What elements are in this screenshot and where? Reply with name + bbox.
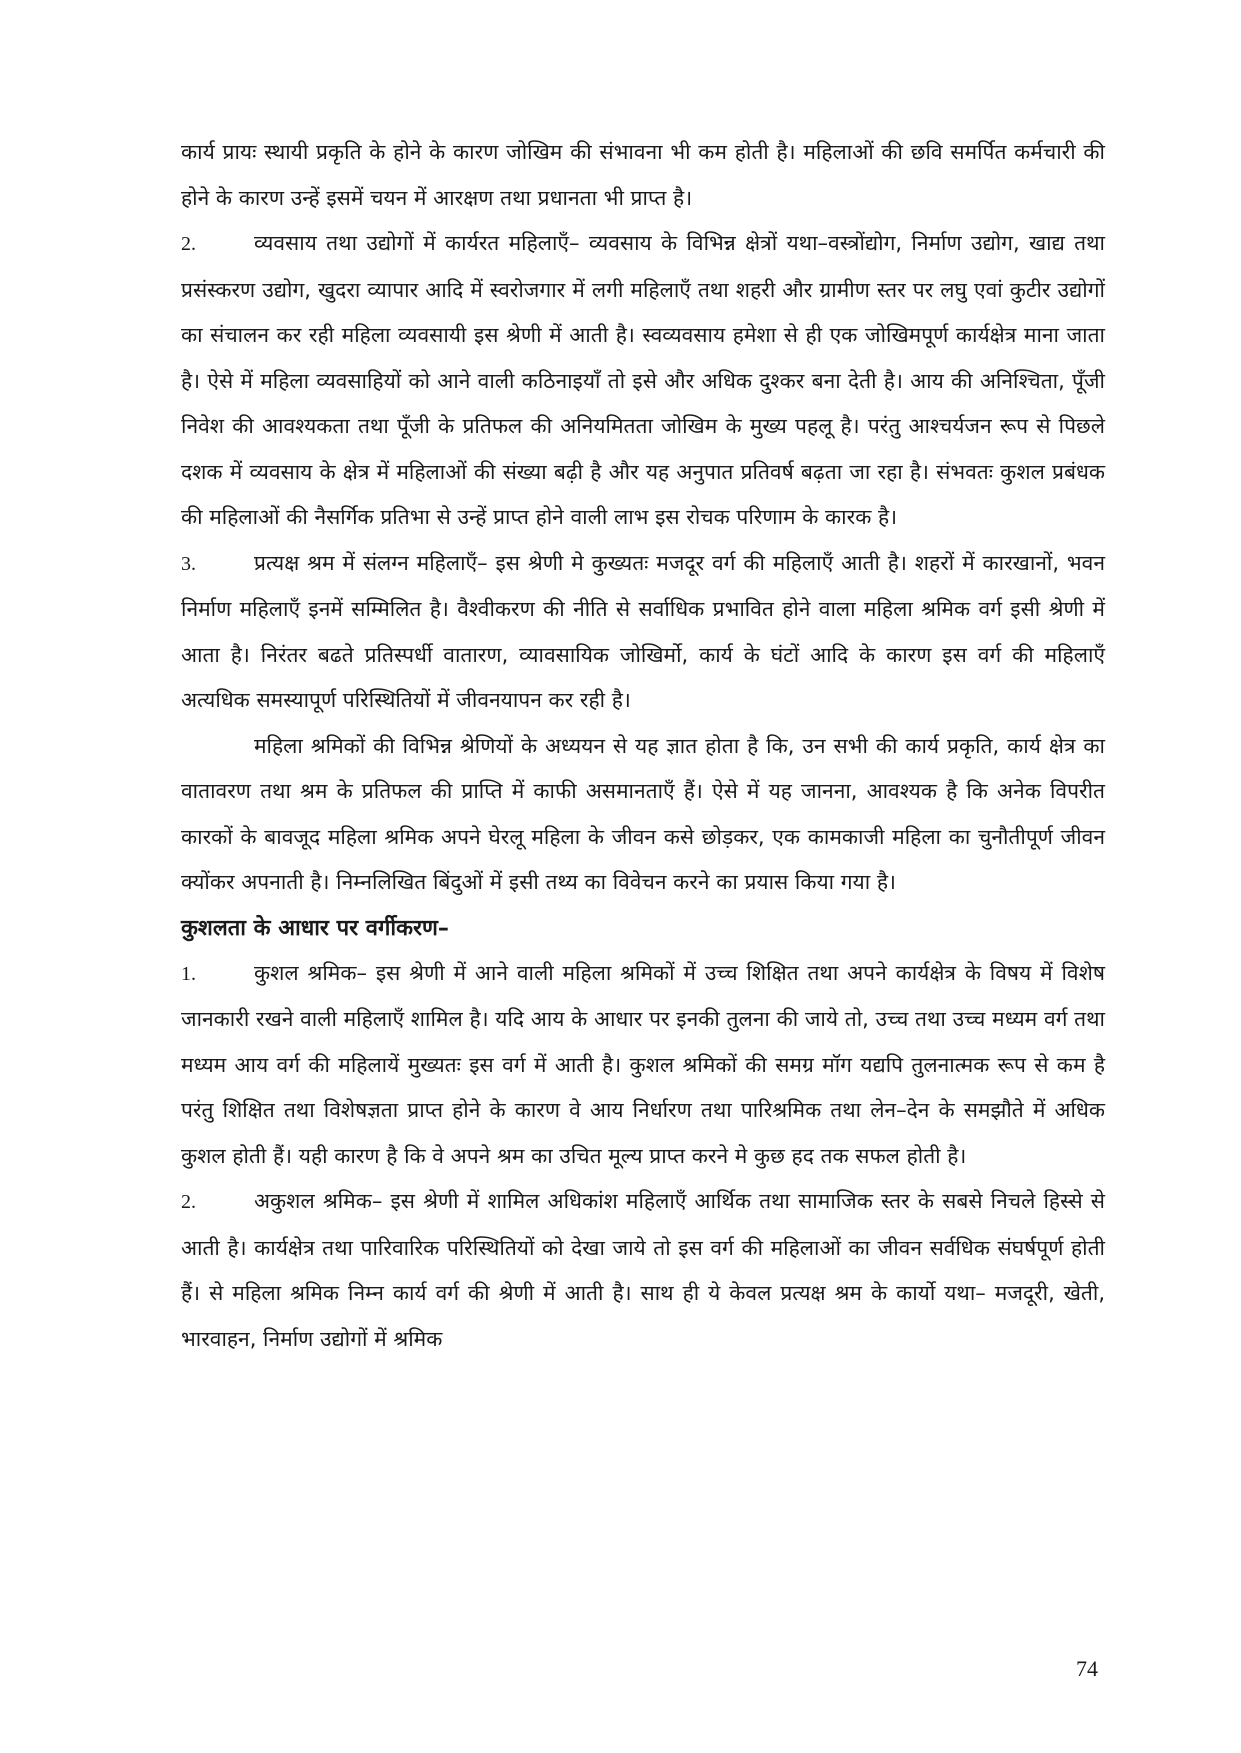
page-number: 74 — [1076, 1656, 1098, 1681]
list-item-3 — [181, 541, 1105, 724]
continuation-paragraph: कार्य प्रायः स्थायी प्रकृति के होने के कारण जोखिम की संभावना भी कम होती है। महिलाओं की छवि समर्पित कर्मचारी की होने के कारण उन्हें इसमें चयन में आरक्षण तथा प्रधानता भी प्राप्त है। — [181, 140, 1105, 210]
list-item-number: 3. — [181, 552, 196, 575]
list-item-text: प्रत्यक्ष श्रम में संलग्न महिलाएँ– इस श्रेणी मे कुख्यतः मजदूर वर्ग की महिलाएँ आती है। शहरों में कारखानों, भवन निर्माण महिलाएँ इनमें सम्मिलित है। वैश्वीकरण की नीति से सर्वाधिक प्रभावित होने वाला महिला श्रमिक वर्ग इसी श्रेणी में आता है। निरंतर बढते प्रतिस्पर्धी वातारण, व्यावसायिक जोखिर्मो, कार्य के घंटों आदि के कारण इस वर्ग की महिलाएँ अत्यधिक समस्यापूर्ण परिस्थितियों में जीवनयापन कर रही है। — [181, 550, 1105, 712]
list-item-2 — [181, 221, 1105, 541]
list-item-text: व्यवसाय तथा उद्योगों में कार्यरत महिलाएँ– व्यवसाय के विभिन्न क्षेत्रों यथा–वस्त्रोंद्योग, निर्माण उद्योग, खाद्य तथा प्रसंस्करण उद्योग, खुदरा व्यापार आदि में स्वरोजगार में लगी महिलाएँ तथा शहरी और ग्रामीण स्तर पर लघु एवां कुटीर उद्योगों का संचालन कर रही महिला व्यवसायी इस श्रेणी में आती है। स्वव्यवसाय हमेशा से ही एक जोखिमपूर्ण कार्यक्षेत्र माना जाता है। ऐसे में महिला व्यवसाहियों को आने वाली कठिनाइयॉं तो इसे और अधिक दुश्कर बना देती है। आय की अनिश्चिता, पूॅंजी निवेश की आवश्यकता तथा पूॅंजी के प्रतिफल की अनियमितता जोखिम के मुख्य पहलू है। परंतु आश्चर्यजन रूप से पिछले दशक में व्यवसाय के क्षेत्र में महिलाओं की संख्या बढ़ी है और यह अनुपात प्रतिवर्ष बढ़ता जा रहा है। संभवतः कुशल प्रबंधक की महिलाओं की नैसर्गिक प्रतिभा से उन्हें प्राप्त होने वाली लाभ इस रोचक परिणाम के कारक है। — [181, 231, 1105, 529]
list-item-number: 2. — [181, 1191, 196, 1213]
list-item-text: अकुशल श्रमिक– इस श्रेणी में शामिल अधिकांश महिलाएँ आर्थिक तथा सामाजिक स्तर के सबसे निचले हिस्से से आती है। कार्यक्षेत्र तथा पारिवारिक परिस्थितियों को देखा जाये तो इस वर्ग की महिलाओं का जीवन सर्वधिक संघर्षपूर्ण होती हैं। से महिला श्रमिक निम्न कार्य वर्ग की श्रेणी में आती है। साथ ही ये केवल प्रत्यक्ष श्रम के कार्यो यथा– मजदूरी, खेती, भारवाहन, निर्माण उद्योगों में श्रमिक — [181, 1189, 1105, 1351]
list-item-number: 1. — [181, 962, 196, 985]
summary-paragraph: महिला श्रमिकों की विभिन्न श्रेणियों के अध्ययन से यह ज्ञात होता है कि, उन सभी की कार्य प्रकृति, कार्य क्षेत्र का वातावरण तथा श्रम के प्रतिफल की प्राप्ति में काफी असमानताएँ हैं। ऐसे में यह जानना, आवश्यक है कि अनेक विपरीत कारकों के बावजूद महिला श्रमिक अपने घेरलू महिला के जीवन कसे छोड़कर, एक कामकाजी महिला का चुनौतीपूर्ण जीवन क्योंकर अपनाती है। निम्नलिखित बिंदुओं में इसी तथ्य का विवेचन करने का प्रयास किया गया है। — [181, 733, 1105, 894]
section-heading: कुशलता के आधार पर वर्गीकरण– — [181, 915, 449, 941]
list-item-number: 2. — [181, 233, 196, 255]
skill-item-2 — [181, 1179, 1105, 1362]
page-body — [181, 130, 1105, 1362]
list-item-text: कुशल श्रमिक– इस श्रेणी में आने वाली महिला श्रमिकों में उच्च शिक्षित तथा अपने कार्यक्षेत्र के विषय में विशेष जानकारी रखने वाली महिलाएँ शामिल है। यदि आय के आधार पर इनकी तुलना की जाये तो, उच्च तथा उच्च मध्यम वर्ग तथा मध्यम आय वर्ग की महिलायें मुख्यतः इस वर्ग में आती है। कुशल श्रमिकों की समग्र मॉग यद्यपि तुलनात्मक रूप से कम है परंतु शिक्षित तथा विशेषज्ञता प्राप्त होने के कारण वे आय निर्धारण तथा पारिश्रमिक तथा लेन–देन के समझौते में अधिक कुशल होती हैं। यही कारण है कि वे अपने श्रम का उचित मूल्य प्राप्त करने मे कुछ हद तक सफल होती है। — [181, 960, 1105, 1168]
skill-item-1 — [181, 951, 1105, 1180]
